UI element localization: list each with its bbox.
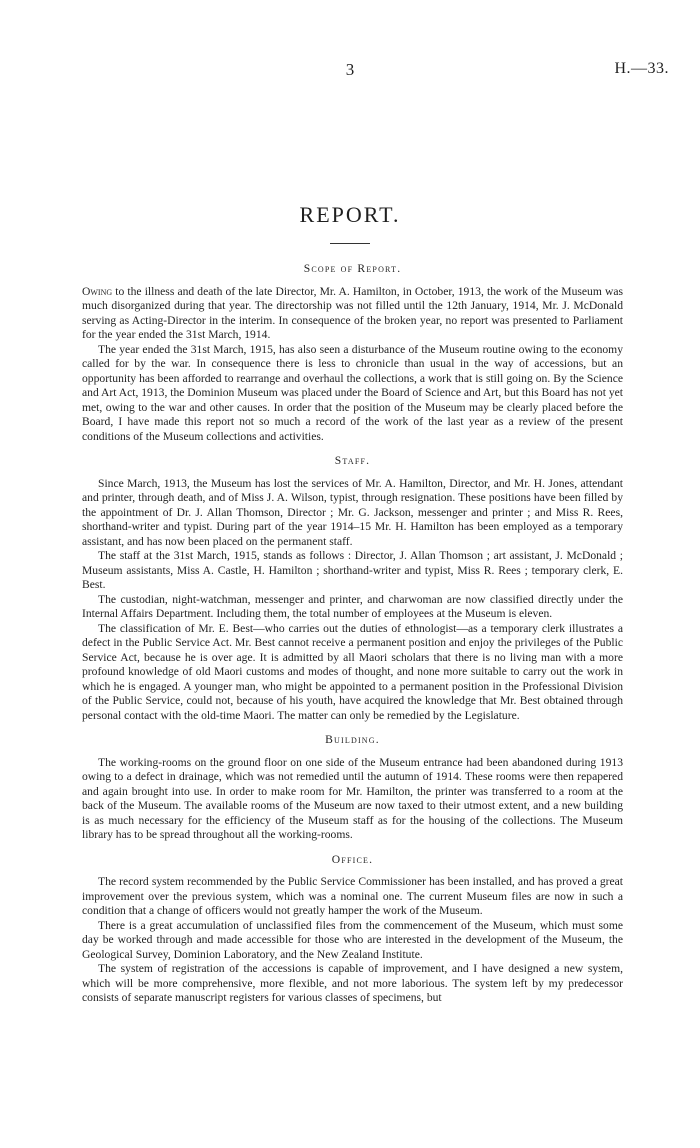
report-body <box>82 262 623 1016</box>
document-reference: H.—33. <box>614 60 669 77</box>
section-heading: Building. <box>325 733 380 746</box>
section-office <box>82 853 623 1006</box>
paragraph <box>82 285 623 343</box>
paragraph-text: The year ended the 31st March, 1915, has also seen a disturbance of the Museum routine owing to the economy called for by the war. In consequence there is less to chronicle than usual in the way of accessions, but an opportunity has been afforded to rearrange and overhaul the collections, a work that is still going on. By the Science and Art Act, 1913, the Dominion Museum was placed under the Board of Science and Art, but this Board has not yet met, owing to the war and other causes. In order that the position of the Museum may be clearly placed before the Board, I have made this report not so much a record of the work of the last year as a review of the present conditions of the Museum collections and activities. <box>82 342 623 443</box>
paragraph-text: There is a great accumulation of unclassified files from the commencement of the Museum, which must some day be worked through and made accessible for those who are interested in the development of the Museum, the Geological Survey, Dominion Laboratory, and the New Zealand Institute. <box>82 918 623 961</box>
paragraph-text: to the illness and death of the late Director, Mr. A. Hamilton, in October, 1913, the work of the Museum was much disorganized during that year. The directorship was not filled until the 12th January, 1914, Mr. J. McDonald serving as Acting-Director in the interim. In consequence of the broken year, no report was presented to Parliament for the year ended the 31st March, 1914. <box>82 284 623 341</box>
paragraph <box>82 756 623 843</box>
paragraph <box>82 593 623 622</box>
paragraph <box>82 962 623 1006</box>
section-heading: Scope of Report. <box>303 262 402 275</box>
paragraph-text: The classification of Mr. E. Best—who carries out the duties of ethnologist—as a temporary clerk illustrates a defect in the Public Service Act. Mr. Best cannot receive a permanent position and enjoy the privileges of the Public Service Act, because he is over age. It is admitted by all Maori scholars that there is no living man with a more profound knowledge of old Maori customs and modes of thought, and none more suitable to carry out the work in which he is engaged. A younger man, who might be appointed to a permanent position in the Professional Division of the Public Service, could not, because of his youth, have acquired the knowledge that Mr. Best obtained through personal contact with the old-time Maori. The matter can only be remedied by the Legislature. <box>82 621 623 722</box>
paragraph-text: Since March, 1913, the Museum has lost the services of Mr. A. Hamilton, Director, and Mr. H. Jones, attendant and printer, through death, and of Miss J. A. Wilson, typist, through resignation. These positions have been filled by the appointment of Dr. J. Allan Thomson, Director ; Mr. G. Jackson, messenger and printer ; and Miss R. Rees, shorthand-writer and typist. During part of the year 1914–15 Mr. H. Hamilton has been employed as a temporary assistant, and has now been placed on the permanent staff. <box>82 476 623 548</box>
paragraph-text: The system of registration of the accessions is capable of improvement, and I have designed a new system, which will be more comprehensive, more flexible, and not more laborious. The system left by my predecessor consists of separate manuscript registers for various classes of specimens, but <box>82 962 623 1004</box>
section-staff <box>82 454 623 723</box>
paragraph-text: The record system recommended by the Public Service Commissioner has been installed, and has proved a great improvement over the previous system, which was a nominal one. The current Museum files are now in such a condition that a change of officers would not greatly hamper the work of the Museum. <box>82 875 623 917</box>
paragraph <box>82 477 623 550</box>
paragraph <box>82 343 623 445</box>
paragraph-text: The staff at the 31st March, 1915, stands as follows : Director, J. Allan Thomson ; art assistant, J. McDonald ; Museum assistants, Miss A. Castle, H. Hamilton ; shorthand-writer and typist, Miss R. Rees ; temporary clerk, E. Best. <box>82 549 623 591</box>
paragraph-text: The custodian, night-watchman, messenger and printer, and charwoman are now classified directly under the Internal Affairs Department. Including them, the total number of employees at the Museum is eleven. <box>82 592 623 620</box>
paragraph-text: The working-rooms on the ground floor on one side of the Museum entrance had been abandoned during 1913 owing to a defect in drainage, which was not remedied until the autumn of 1914. These rooms were then repapered and again brought into use. In order to make room for Mr. Hamilton, the printer was transferred to a room at the back of the Museum. The available rooms of the Museum are now taxed to their utmost extent, and a new building is as much necessary for the efficiency of the Museum staff as for the housing of the collections. The Museum library has to be spread throughout all the working-rooms. <box>82 755 623 841</box>
paragraph <box>82 875 623 919</box>
page-number: 3 <box>345 60 355 79</box>
section-heading: Office. <box>331 852 374 866</box>
title-rule <box>330 243 370 244</box>
paragraph-lead: Owing <box>82 284 113 298</box>
paragraph <box>82 622 623 724</box>
paragraph <box>82 919 623 963</box>
section-heading: Staff. <box>334 454 371 467</box>
report-title: REPORT. <box>299 202 401 227</box>
section-scope-of-report <box>82 262 623 444</box>
section-building <box>82 733 623 843</box>
paragraph <box>82 549 623 593</box>
